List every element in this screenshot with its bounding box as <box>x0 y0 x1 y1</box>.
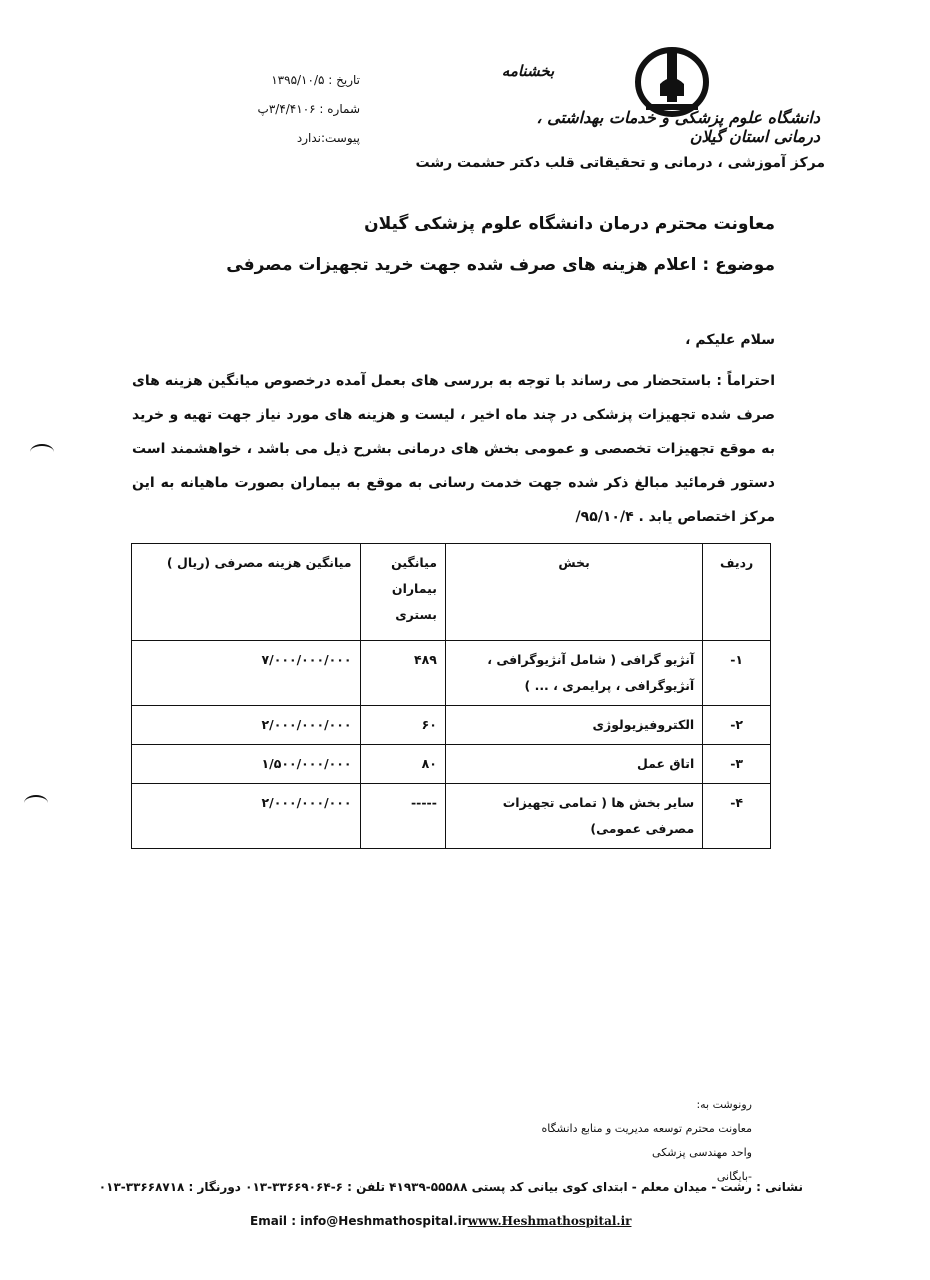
header-dept: بخش <box>445 544 702 641</box>
table-row <box>132 641 771 706</box>
row-index: ۲- <box>703 706 771 745</box>
letter-date: تاریخ : ۱۳۹۵/۱۰/۵ <box>271 73 360 87</box>
row-patients: ----- <box>360 784 445 849</box>
letter-meta <box>220 66 360 153</box>
row-dept: اتاق عمل <box>445 745 702 784</box>
table-row <box>132 745 771 784</box>
table-row <box>132 706 771 745</box>
footer-address: نشانی : رشت - میدان معلم - ابتدای کوی بیانی کد پستی ۵۵۵۸۸-۴۱۹۳۹ تلفن : ۶-۳۳۶۶۹۰۶۴-۰۱۳ دورنگار : ۳۳۶۶۸۷۱۸-۰۱۳ <box>98 1180 803 1194</box>
greeting: سلام علیکم ، <box>685 332 775 348</box>
cost-table <box>131 543 771 849</box>
footer-website: www.Heshmathospital.ir <box>467 1214 632 1228</box>
body-paragraph: احتراماً : باستحضار می رساند با توجه به بررسی های بعمل آمده درخصوص میانگین هزینه های صرف شده تجهیزات پزشکی در چند ماه اخیر ، لیست و هزینه های مورد نیاز جهت تهیه و خرید به موقع تجهیزات تخصصی و عمومی بخش های درمانی بشرح ذیل می باشد ، خواهشمند است دستور فرمائید مبالغ ذکر شده جهت خدمت رسانی به موقع به بیماران بصورت ماهیانه به این مرکز اختصاص یابد . ۹۵/۱۰/۴/ <box>132 373 775 525</box>
cc-item: معاونت محترم توسعه مدیریت و منابع دانشگاه <box>541 1122 752 1135</box>
row-cost: ۱/۵۰۰/۰۰۰/۰۰۰ <box>132 745 361 784</box>
subject-line: موضوع : اعلام هزینه های صرف شده جهت خرید تجهیزات مصرفی <box>226 255 775 275</box>
cc-item: -بایگانی <box>716 1170 752 1183</box>
row-cost: ۲/۰۰۰/۰۰۰/۰۰۰ <box>132 784 361 849</box>
center-name: مرکز آموزشی ، درمانی و تحقیقاتی قلب دکتر حشمت رشت <box>415 155 825 171</box>
row-patients: ۸۰ <box>360 745 445 784</box>
cc-list <box>520 1093 752 1189</box>
cc-item: واحد مهندسی پزشکی <box>652 1146 752 1159</box>
row-dept: سایر بخش ها ( تمامی تجهیزات مصرفی عمومی) <box>445 784 702 849</box>
row-cost: ۷/۰۰۰/۰۰۰/۰۰۰ <box>132 641 361 706</box>
punch-mark <box>24 795 48 811</box>
recipient: معاونت محترم درمان دانشگاه علوم پزشکی گیلان <box>364 214 775 234</box>
row-index: ۴- <box>703 784 771 849</box>
row-index: ۳- <box>703 745 771 784</box>
letter-number: شماره : ۳/۴/۴۱۰۶پ <box>257 102 360 116</box>
university-short-name: بخشنامه <box>501 62 555 80</box>
header-index: ردیف <box>703 544 771 641</box>
header-patients: میانگین بیماران بستری <box>360 544 445 641</box>
row-dept: آنژیو گرافی ( شامل آنژیوگرافی ، آنژیوگرافی ، پرایمری ، ... ) <box>445 641 702 706</box>
table-header-row <box>132 544 771 641</box>
footer-email: Email : info@Heshmathospital.ir <box>250 1214 468 1228</box>
university-name: دانشگاه علوم پزشکی و خدمات بهداشتی ، درمانی استان گیلان <box>536 108 820 146</box>
cc-title: رونوشت به: <box>696 1098 752 1111</box>
table-row <box>132 784 771 849</box>
punch-mark <box>30 444 54 460</box>
footer-contact <box>250 1214 650 1228</box>
row-patients: ۶۰ <box>360 706 445 745</box>
letter-attachment: پیوست:ندارد <box>296 131 360 145</box>
row-cost: ۲/۰۰۰/۰۰۰/۰۰۰ <box>132 706 361 745</box>
row-dept: الکتروفیزیولوژی <box>445 706 702 745</box>
row-patients: ۴۸۹ <box>360 641 445 706</box>
row-index: ۱- <box>703 641 771 706</box>
header-cost: میانگین هزینه مصرفی (ریال ) <box>132 544 361 641</box>
